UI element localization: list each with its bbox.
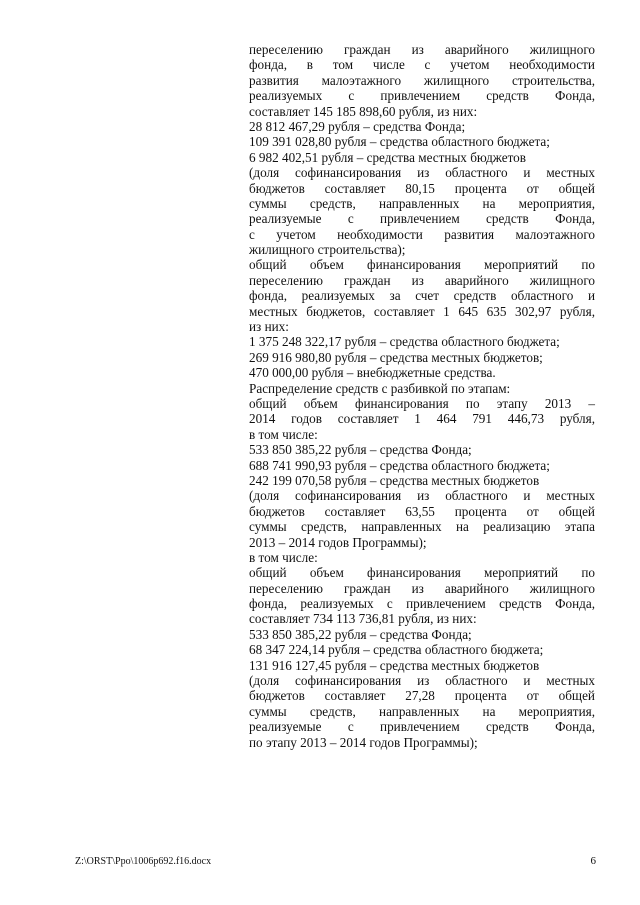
text-line: 131 916 127,45 рубля – средства местных бюджетов [249, 657, 540, 673]
text-line: развития малоэтажного жилищного строительства, [249, 72, 595, 88]
text-line: переселению граждан из аварийного жилищного [249, 580, 595, 596]
text-line: 470 000,00 рубля – внебюджетные средства. [249, 365, 496, 381]
text-line: 533 850 385,22 рубля – средства Фонда; [249, 442, 472, 458]
text-line: местных бюджетов, составляет 1 645 635 302,97 рубля, [249, 303, 595, 319]
text-line: фонда, реализуемых за счет средств областного и [249, 288, 595, 304]
text-line: 2013 – 2014 годов Программы); [249, 534, 427, 550]
text-line: бюджетов составляет 80,15 процента от общей [249, 180, 595, 196]
text-line: 688 741 990,93 рубля – средства областного бюджета; [249, 457, 550, 473]
text-line: общий объем финансирования по этапу 2013 – [249, 395, 595, 411]
text-line: 533 850 385,22 рубля – средства Фонда; [249, 626, 472, 642]
text-line: суммы средств, направленных на мероприятия, [249, 703, 595, 719]
text-line: (доля софинансирования из областного и местных [249, 673, 595, 689]
text-line: 242 199 070,58 рубля – средства местных бюджетов [249, 472, 540, 488]
text-line: с учетом необходимости развития малоэтажного [249, 226, 595, 242]
text-line: общий объем финансирования мероприятий по [249, 257, 595, 273]
text-line: в том числе: [249, 549, 318, 565]
document-body [249, 42, 595, 750]
text-line: из них: [249, 319, 289, 335]
text-line: по этапу 2013 – 2014 годов Программы); [249, 734, 478, 750]
text-line: (доля софинансирования из областного и местных [249, 488, 595, 504]
text-line: 109 391 028,80 рубля – средства областного бюджета; [249, 134, 550, 150]
text-line: реализуемые с привлечением средств Фонда, [249, 719, 595, 735]
text-line: 1 375 248 322,17 рубля – средства областного бюджета; [249, 334, 560, 350]
text-line: переселению граждан из аварийного жилищного [249, 42, 595, 57]
text-line: фонда, в том числе с учетом необходимости [249, 57, 595, 73]
footer-file-path: Z:\ORST\Ppo\1006p692.f16.docx [75, 856, 212, 867]
text-line: 269 916 980,80 рубля – средства местных бюджетов; [249, 349, 543, 365]
text-line: фонда, реализуемых с привлечением средств Фонда, [249, 596, 595, 612]
text-line: общий объем финансирования мероприятий по [249, 565, 595, 581]
text-line: составляет 734 113 736,81 рубля, из них: [249, 611, 477, 627]
text-line: (доля софинансирования из областного и местных [249, 165, 595, 181]
text-line: жилищного строительства); [249, 242, 406, 258]
text-line: 2014 годов составляет 1 464 791 446,73 рубля, [249, 411, 595, 427]
text-line: Распределение средств с разбивкой по этапам: [249, 380, 511, 396]
text-line: переселению граждан из аварийного жилищного [249, 272, 595, 288]
text-line: суммы средств, направленных на реализацию этапа [249, 519, 595, 535]
page-number: 6 [590, 855, 596, 867]
text-line: 6 982 402,51 рубля – средства местных бюджетов [249, 149, 526, 165]
text-line: суммы средств, направленных на мероприятия, [249, 195, 595, 211]
text-line: реализуемых с привлечением средств Фонда, [249, 88, 595, 104]
text-line: бюджетов составляет 27,28 процента от общей [249, 688, 595, 704]
text-line: бюджетов составляет 63,55 процента от общей [249, 503, 595, 519]
text-line: реализуемые с привлечением средств Фонда, [249, 211, 595, 227]
text-line: в том числе: [249, 426, 318, 442]
text-line: 28 812 467,29 рубля – средства Фонда; [249, 118, 466, 134]
text-line: 68 347 224,14 рубля – средства областного бюджета; [249, 642, 544, 658]
text-line: составляет 145 185 898,60 рубля, из них: [249, 103, 478, 119]
